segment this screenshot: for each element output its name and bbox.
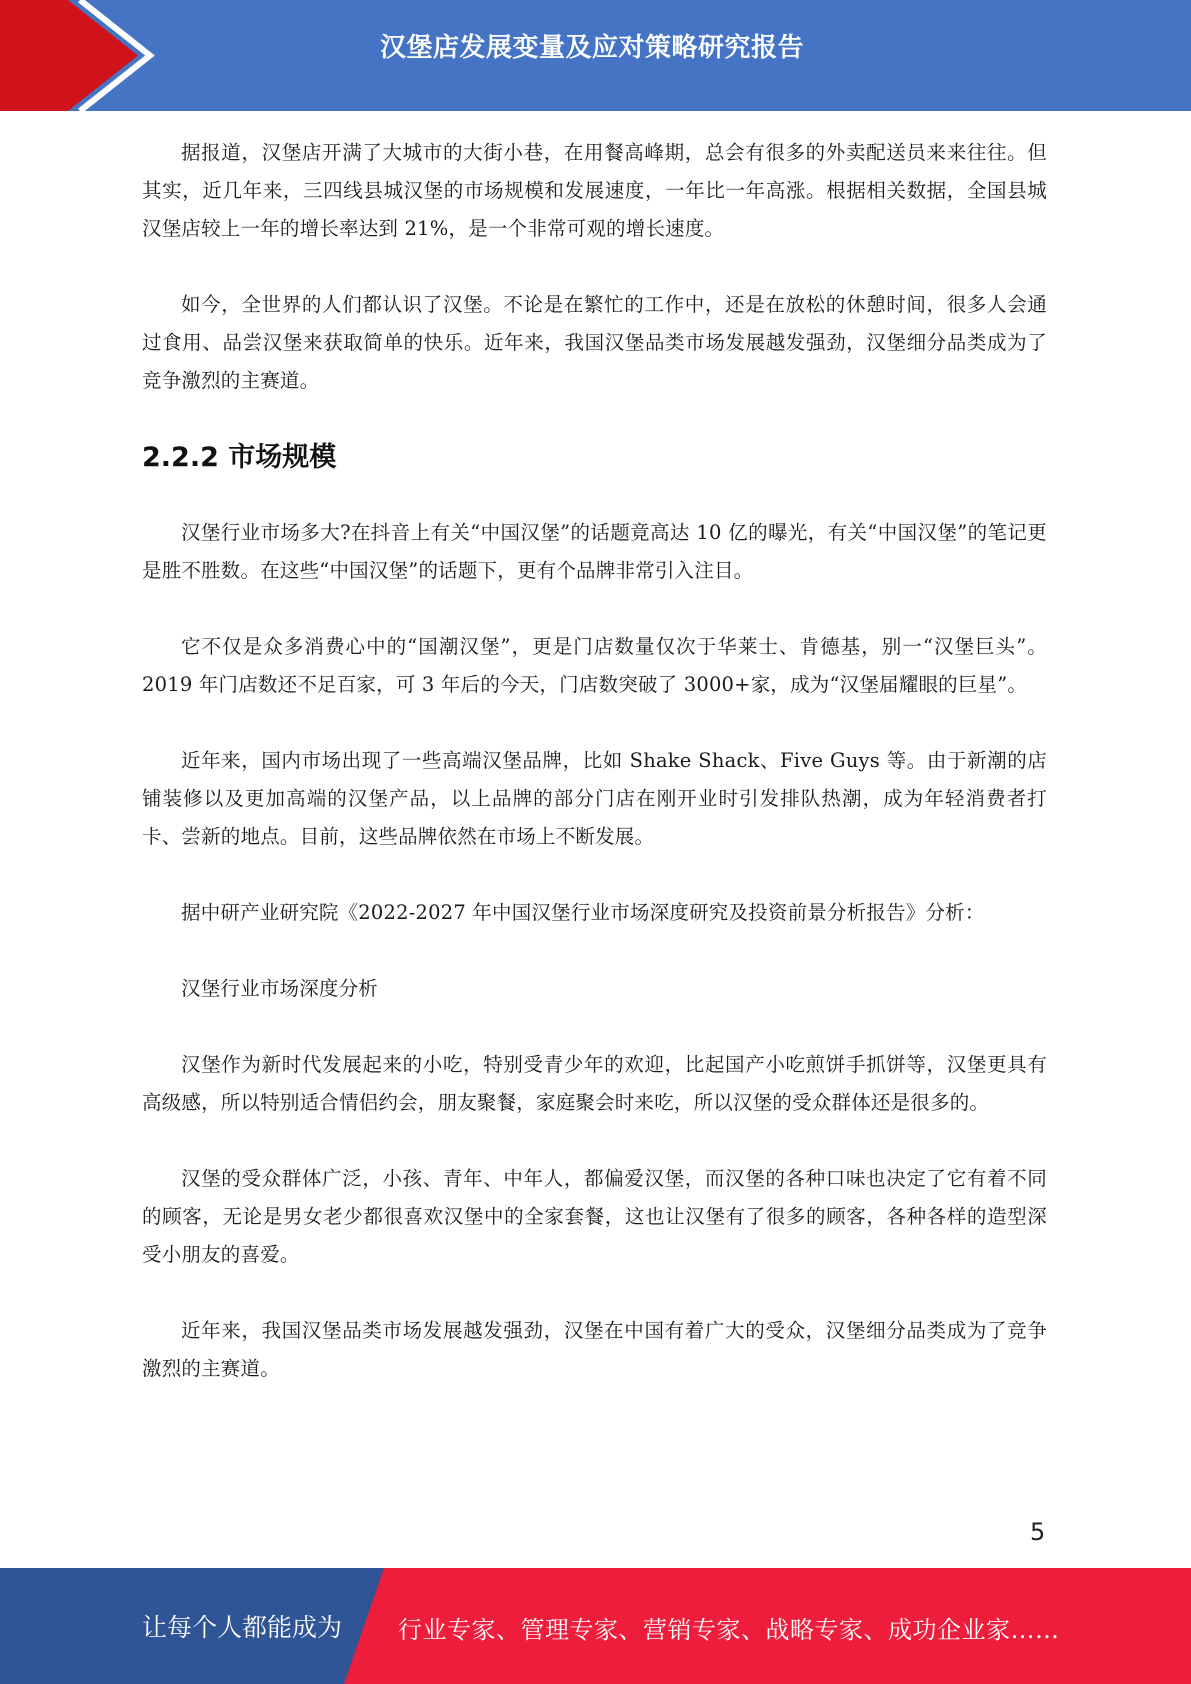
paragraph-4: 它不仅是众多消费心中的“国潮汉堡”，更是门店数量仅次于华莱士、肯德基，别一“汉堡巨头”。2019 年门店数还不足百家，可 3 年后的今天，门店数突破了 3000+家，成为“汉堡届耀眼的巨星”。 [142,635,1047,696]
paragraph-8: 汉堡作为新时代发展起来的小吃，特别受青少年的欢迎，比起国产小吃煎饼手抓饼等，汉堡更具有高级感，所以特别适合情侣约会，朋友聚餐，家庭聚会时来吃，所以汉堡的受众群体还是很多的。 [142,1053,1047,1114]
section-heading: 2.2.2 市场规模 [142,442,337,473]
footer-slogan-right: 行业专家、管理专家、营销专家、战略专家、成功企业家…… [398,1616,1060,1644]
page-content [142,134,1047,1426]
paragraph-7: 汉堡行业市场深度分析 [181,977,379,1000]
paragraph-10: 近年来，我国汉堡品类市场发展越发强劲，汉堡在中国有着广大的受众，汉堡细分品类成为了竞争激烈的主赛道。 [142,1319,1047,1380]
paragraph-5: 近年来，国内市场出现了一些高端汉堡品牌，比如 Shake Shack、Five Guys 等。由于新潮的店铺装修以及更加高端的汉堡产品，以上品牌的部分门店在刚开业时引发排队热潮，成为年轻消费者打卡、尝新的地点。目前，这些品牌依然在市场上不断发展。 [142,749,1047,848]
footer-slogan-left: 让每个人都能成为 [142,1613,343,1642]
header-red-arrow-decoration [0,0,160,111]
footer-banner [0,1568,1191,1684]
paragraph-9: 汉堡的受众群体广泛，小孩、青年、中年人，都偏爱汉堡，而汉堡的各种口味也决定了它有着不同的顾客，无论是男女老少都很喜欢汉堡中的全家套餐，这也让汉堡有了很多的顾客，各种各样的造型深受小朋友的喜爱。 [142,1167,1047,1266]
report-title: 汉堡店发展变量及应对策略研究报告 [380,33,805,63]
paragraph-3: 汉堡行业市场多大?在抖音上有关“中国汉堡”的话题竟高达 10 亿的曝光，有关“中国汉堡”的笔记更是胜不胜数。在这些“中国汉堡”的话题下，更有个品牌非常引入注目。 [142,521,1047,582]
paragraph-1: 据报道，汉堡店开满了大城市的大街小巷，在用餐高峰期，总会有很多的外卖配送员来来往往。但其实，近几年来，三四线县城汉堡的市场规模和发展速度，一年比一年高涨。根据相关数据，全国县城汉堡店较上一年的增长率达到 21%，是一个非常可观的增长速度。 [142,141,1047,240]
paragraph-2: 如今，全世界的人们都认识了汉堡。不论是在繁忙的工作中，还是在放松的休憩时间，很多人会通过食用、品尝汉堡来获取简单的快乐。近年来，我国汉堡品类市场发展越发强劲，汉堡细分品类成为了竞争激烈的主赛道。 [142,293,1047,392]
paragraph-6: 据中研产业研究院《2022-2027 年中国汉堡行业市场深度研究及投资前景分析报告》分析： [181,901,985,924]
header-banner [0,0,1191,111]
page-number: 5 [1030,1518,1046,1546]
